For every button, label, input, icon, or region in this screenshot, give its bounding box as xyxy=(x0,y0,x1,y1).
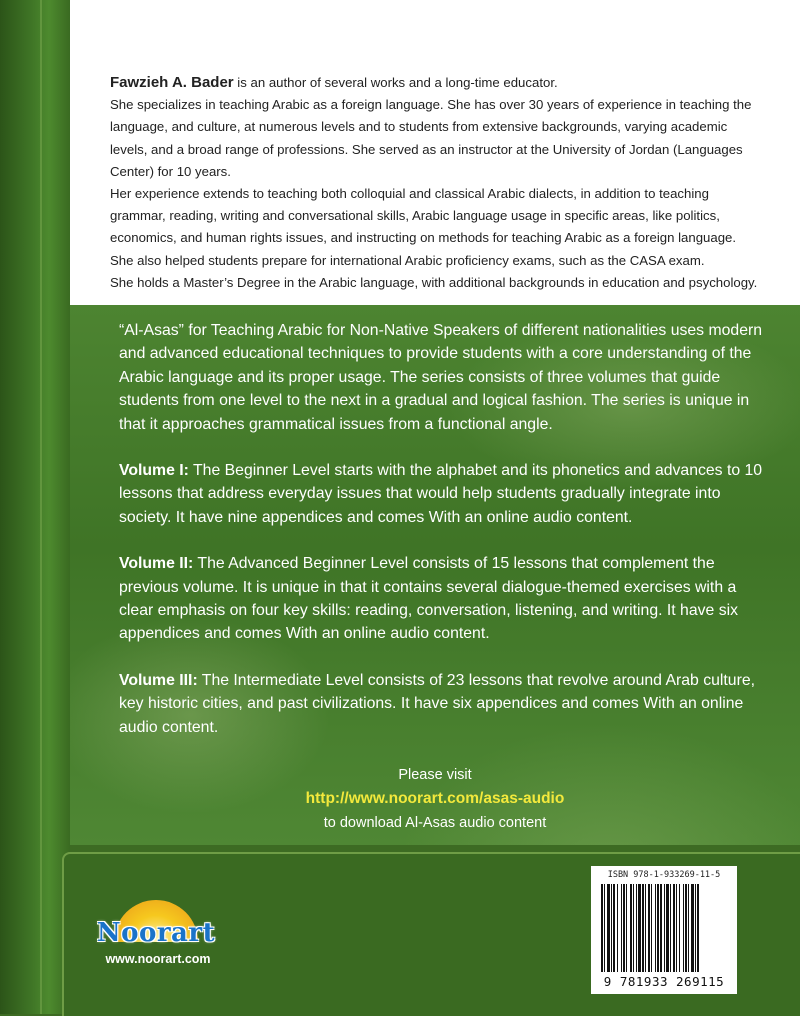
spine-line xyxy=(40,0,42,1014)
volume-2-text: The Advanced Beginner Level consists of 15 lessons that complement the previous volume. It is unique in that it contains several dialogue-themed exercises with a clear emphasis on four key skills: reading, conversation, listening, and writing. It have six appendices and comes With an online audio content. xyxy=(119,555,739,643)
isbn-text: ISBN 978-1-933269-11-5 xyxy=(607,870,721,880)
series-description-panel xyxy=(70,305,800,845)
author-bio-text xyxy=(110,72,760,294)
isbn-barcode xyxy=(591,866,737,994)
noorart-logo xyxy=(94,894,214,1004)
barcode-digits: 9 781933 269115 xyxy=(603,974,725,989)
book-spine xyxy=(0,0,70,1014)
series-intro: “Al-Asas” for Teaching Arabic for Non-Native Speakers of different nationalities uses modern and advanced educational techniques to provide students with a core understanding of the Arabic language and its proper usage. The series consists of three volumes that guide students from one level to the next in a gradual and logical fashion. The series is unique in that it approaches grammatical issues from a functional angle. xyxy=(119,322,763,433)
series-description-text xyxy=(119,319,764,762)
volume-3 xyxy=(119,669,764,739)
author-name: Fawzieh A. Bader xyxy=(110,74,234,91)
bio-paragraph-4: She holds a Master’s Degree in the Arabic language, with additional backgrounds in education and psychology. xyxy=(110,274,758,290)
visit-line-1: Please visit xyxy=(398,767,472,783)
volume-3-text: The Intermediate Level consists of 23 lessons that revolve around Arab culture, key historic cities, and past civilizations. It have six appendices and comes With an online audio content. xyxy=(119,671,756,736)
bio-paragraph-3: She also helped students prepare for international Arabic proficiency exams, such as the CASA exam. xyxy=(110,252,705,268)
volume-1-label: Volume I: xyxy=(119,462,189,480)
volume-2 xyxy=(119,552,764,646)
volume-1-text: The Beginner Level starts with the alphabet and its phonetics and advances to 10 lessons that address everyday issues that would help students gradually integrate into society. It have nine appendices and comes With an online audio content. xyxy=(119,462,763,526)
logo-wordmark: Noorart xyxy=(96,918,216,948)
bottom-panel xyxy=(62,852,800,1016)
bio-paragraph-2: Her experience extends to teaching both colloquial and classical Arabic dialects, in addition to teaching grammar, reading, writing and conversational skills, Arabic language usage in specific areas, like politics, economics, and human rights issues, and instructing on methods for teaching Arabic as a foreign language. xyxy=(110,186,737,246)
audio-url-link[interactable]: http://www.noorart.com/asas-audio xyxy=(305,790,565,807)
volume-2-label: Volume II: xyxy=(119,555,194,573)
visit-line-2: to download Al-Asas audio content xyxy=(323,815,547,831)
audio-visit-note xyxy=(70,763,800,835)
barcode-bars-icon xyxy=(601,884,729,972)
bio-intro-text: is an author of several works and a long-time educator. xyxy=(233,75,558,90)
volume-1 xyxy=(119,459,764,529)
bio-paragraph-1: She specializes in teaching Arabic as a foreign language. She has over 30 years of experience in teaching the language, and culture, at numerous levels and to students from extensive backgrounds, varying academic levels, and a broad range of professions. She served as an instructor at the University of Jordan (Languages Center) for 10 years. xyxy=(110,97,752,179)
bio-intro xyxy=(110,72,760,94)
publisher-website: www.noorart.com xyxy=(105,952,211,966)
volume-3-label: Volume III: xyxy=(119,671,198,689)
author-bio-panel xyxy=(70,0,800,305)
